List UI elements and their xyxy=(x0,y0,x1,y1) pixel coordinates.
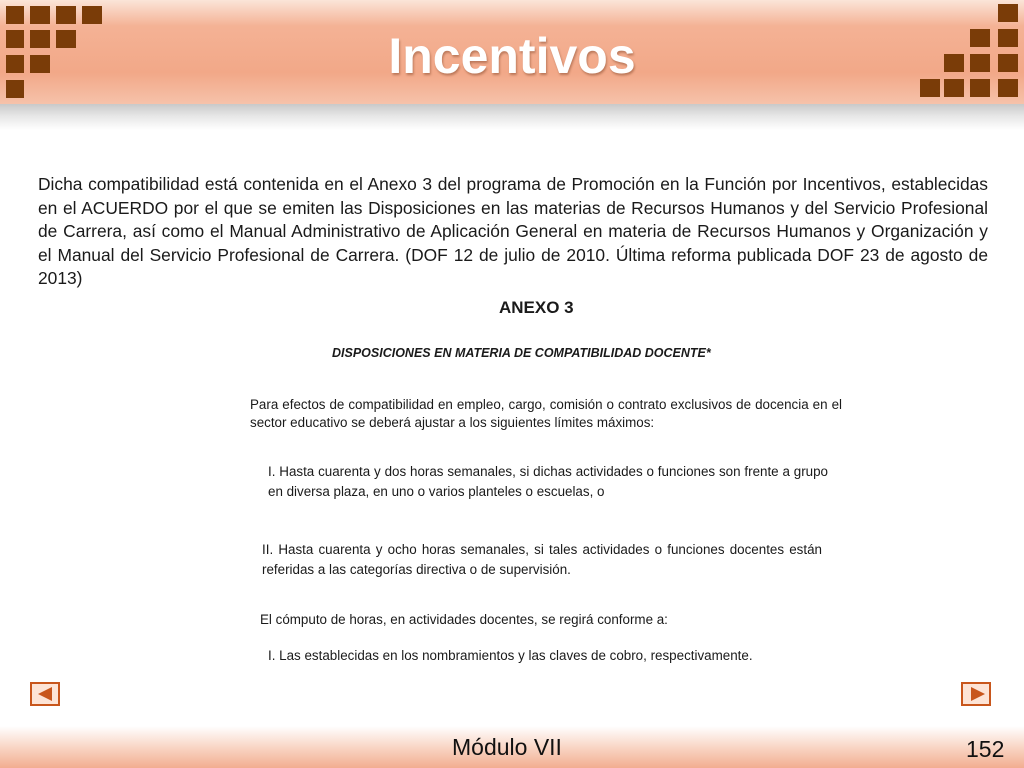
annex-subtitle: DISPOSICIONES EN MATERIA DE COMPATIBILIDAD DOCENTE* xyxy=(332,346,711,360)
annex-item-3: I. Las establecidas en los nombramientos y las claves de cobro, respectivamente. xyxy=(268,648,753,663)
annex-paragraph: Para efectos de compatibilidad en empleo, cargo, comisión o contrato exclusivos de docencia en el sector educativo se deberá ajustar a los siguientes límites máximos: xyxy=(250,397,842,430)
annex-title: ANEXO 3 xyxy=(499,298,574,317)
intro-paragraph: Dicha compatibilidad está contenida en el Anexo 3 del programa de Promoción en la Función por Incentivos, establecidas en el ACUERDO por el que se emiten las Disposiciones en las materias de Recursos Humanos y del Servicio Profesional de Carrera, así como el Manual Administrativo de Aplicación General en materia de Recursos Humanos y Organización y el Manual del Servicio Profesional de Carrera. (DOF 12 de julio de 2010. Última reforma publicada DOF 23 de agosto de 2013) xyxy=(38,174,988,288)
previous-slide-button[interactable] xyxy=(30,682,60,706)
page-number: 152 xyxy=(966,736,1005,762)
next-slide-button[interactable] xyxy=(961,682,991,706)
annex-item-2: II. Hasta cuarenta y ocho horas semanales, si tales actividades o funciones docentes están referidas a las categorías directiva o de supervisión. xyxy=(262,542,822,577)
module-label: Módulo VII xyxy=(452,734,562,760)
annex-computo: El cómputo de horas, en actividades docentes, se regirá conforme a: xyxy=(260,612,668,627)
annex-item-1: I. Hasta cuarenta y dos horas semanales, si dichas actividades o funciones son frente a grupo en diversa plaza, en uno o varios planteles o escuelas, o xyxy=(268,464,828,499)
arrow-right-icon xyxy=(971,687,985,701)
slide-title: Incentivos xyxy=(388,28,636,84)
header-shadow xyxy=(0,104,1024,130)
arrow-left-icon xyxy=(38,687,52,701)
